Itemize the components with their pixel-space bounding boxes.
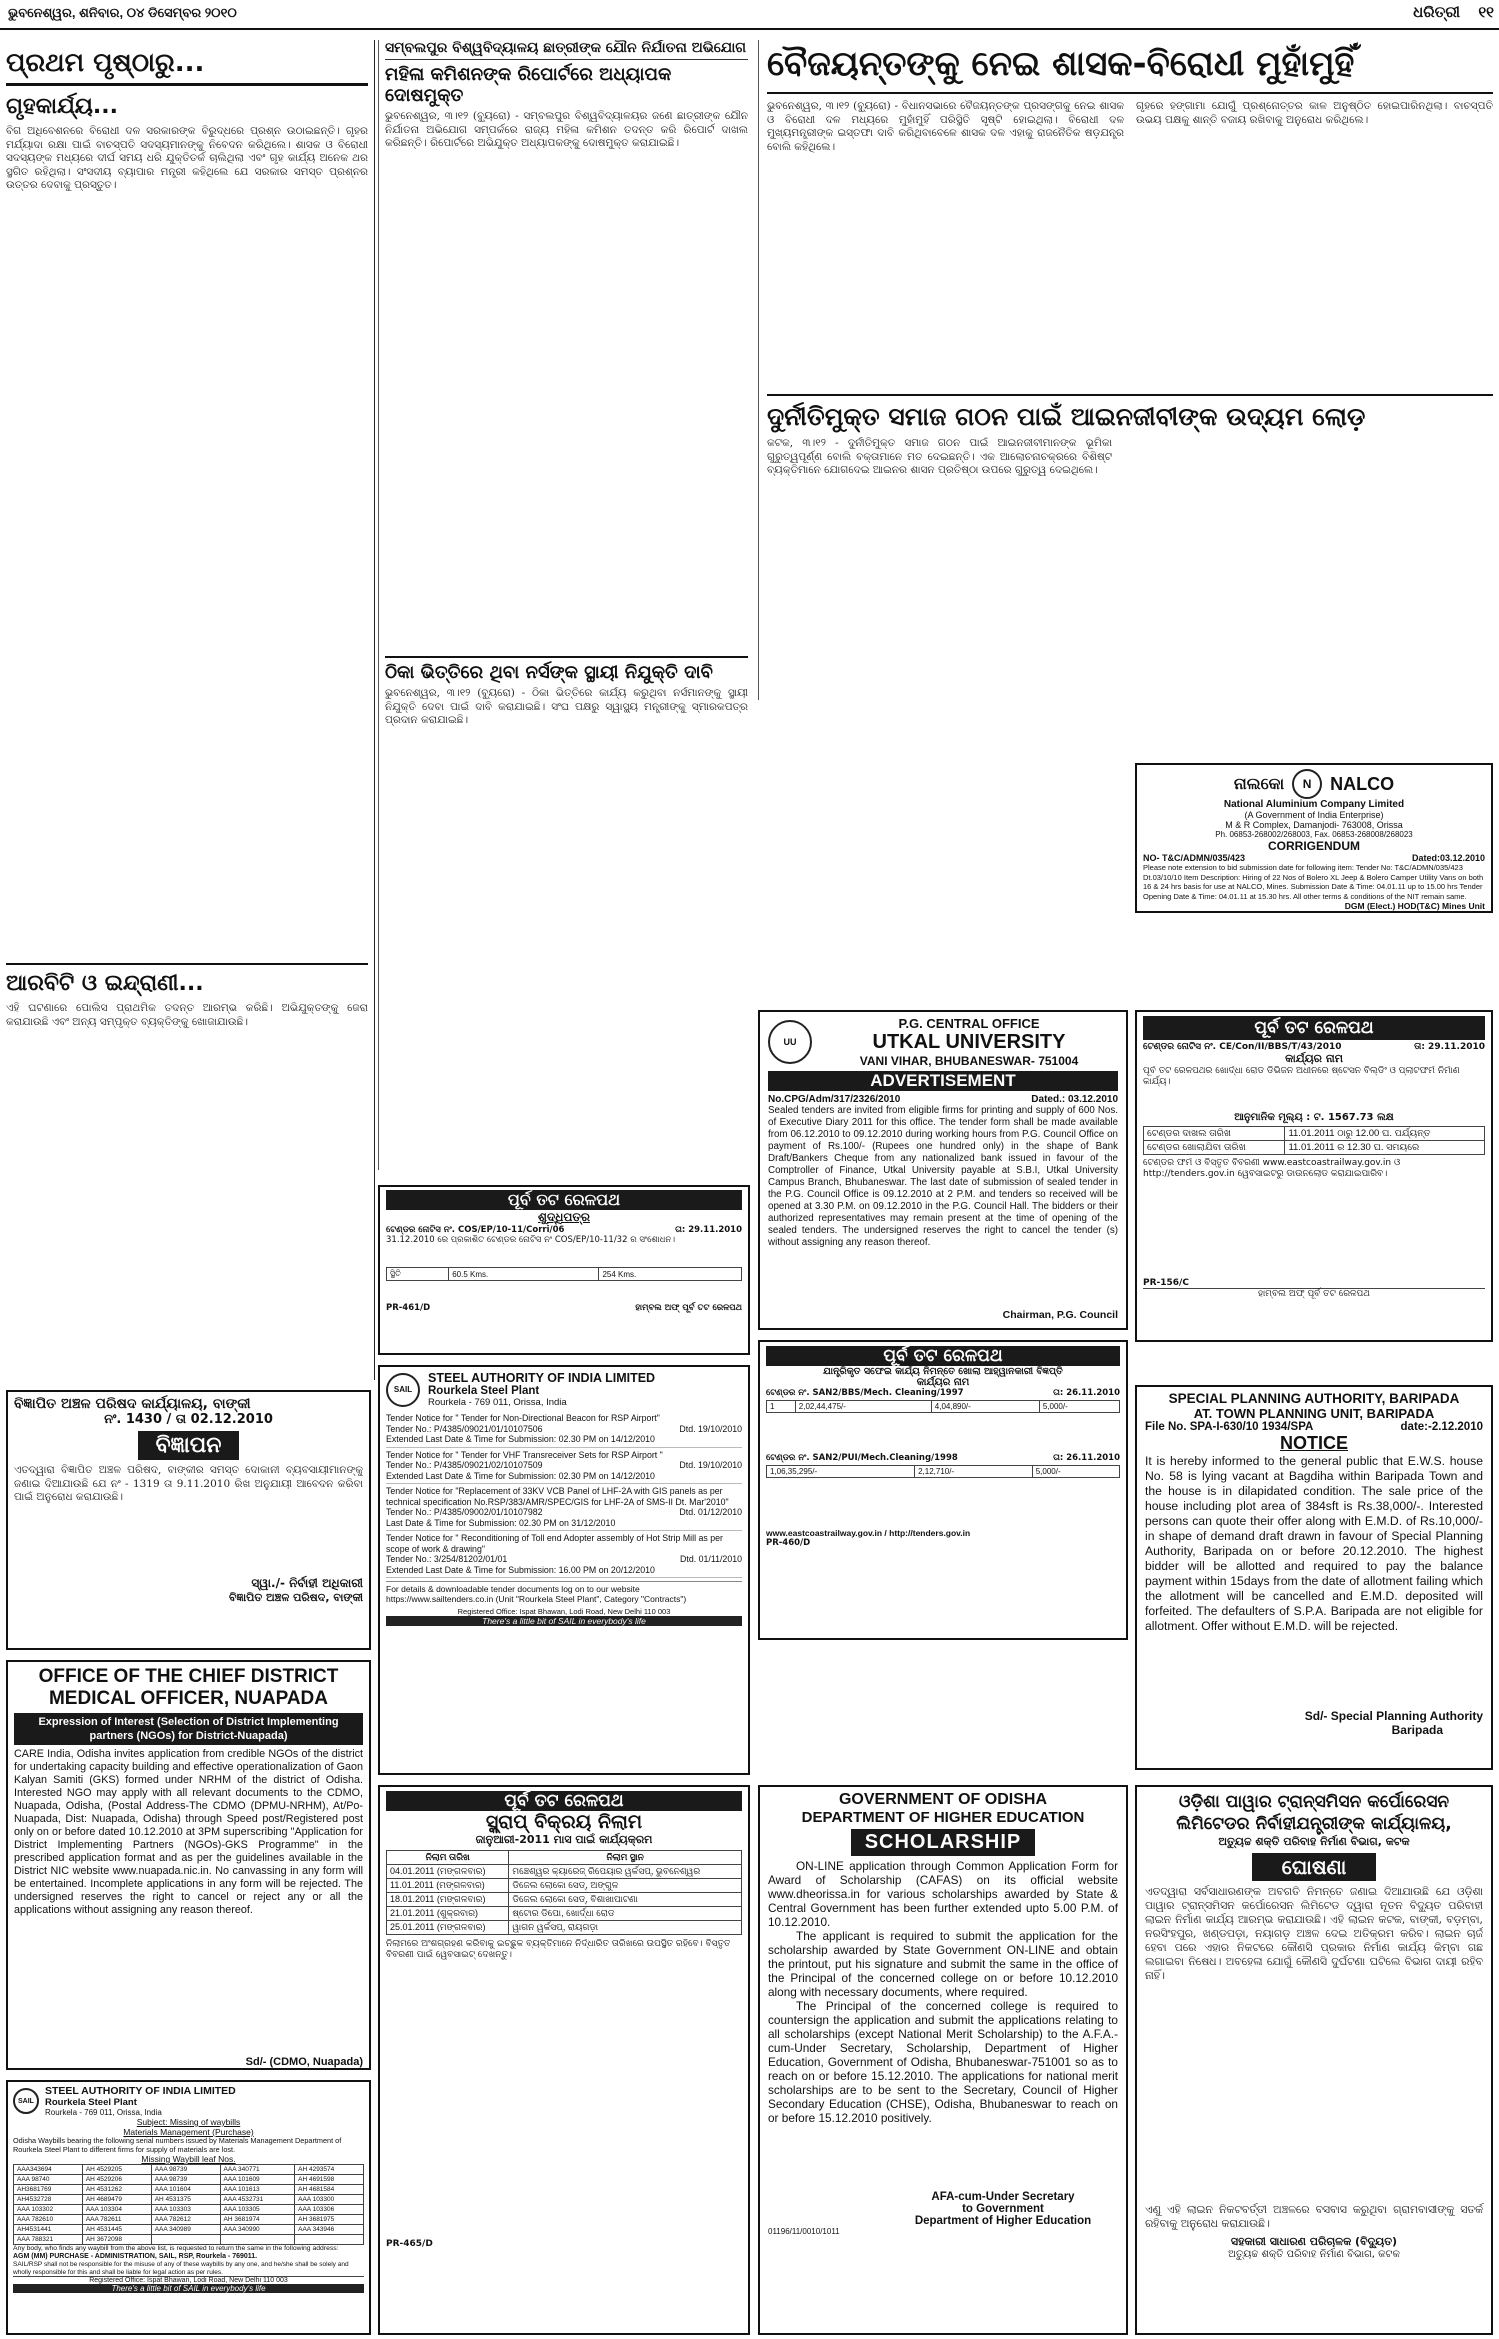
university-seal-icon: UU <box>768 1020 812 1064</box>
table-row <box>14 2205 364 2215</box>
scholar-code: 01196/11/0010/1011 <box>768 2227 840 2236</box>
tender-item <box>386 1531 742 1578</box>
table-cell: AAA 103303 <box>151 2205 220 2215</box>
ecor-cost: 1567.73 ଲକ୍ଷ <box>1327 1112 1394 1123</box>
spa-body: It is hereby informed to the general public that E.W.S. house No. 58 is lying vacant at Bagdiha within Baripada Town and the house is in dilapidated condition. The sale price of the house including plot area of 384sft is Rs.38,000/-. Interested persons can quote their offer along with E.M.D. of Rs.10,000/- in shape of demand draft drawn in favour of Special Planning Authority, Baripada on or before 20.12.2010. The highest bidder will be allotted and required to pay the balance payment within 15days from the date of allotment failing which the allotment will be cancelled and E.M.D. deposited will forfeited. The defaulters of S.P.A. Baripada are not eligible for allotment. Offer without E.M.D. will be rejected. <box>1145 1454 1483 1633</box>
table-cell: AAA 98739 <box>151 2175 220 2185</box>
sail-org: STEEL AUTHORITY OF INDIA LIMITED <box>428 1371 656 1385</box>
waybill-table <box>13 2164 364 2245</box>
nalco-logo-icon: N <box>1292 769 1322 799</box>
ecor-sub: କାର୍ଯ୍ୟର ନାମ <box>1285 1052 1343 1065</box>
table-cell: 11.01.2011 ଠାରୁ 12.00 ଘ. ପର୍ଯ୍ୟନ୍ତ <box>1285 1127 1485 1141</box>
nalco-ad <box>1135 763 1493 913</box>
ecor-footer: ହାମ୍ବଲ ଅଫ୍ ପୂର୍ବ ତଟ ରେଳପଥ <box>1143 1288 1485 1299</box>
lead-story <box>758 40 1493 700</box>
cdmo-body: CARE India, Odisha invites application from credible NGOs of the district for undertaking capacity building and effective operationalization of Gaon Kalyan Samiti (GKS) formed under NRHM of the district of Odisha. Interested NGO may apply with all relevant documents to the CDMO, Nuapada, Odisha, (Postal Address-The CDMO (DPMU-NRHM), At/Po-Nuapada, Dist: Nuapada, Odisha) through Speed post/Registered post only on or before dated 10.12.2010 at 3PM superscribing "Application for District Implementing Partners (NGOs)-GKS Programme" in the prescribed application format and as per the guidelines available in the District NIC website www.nuapada.nic.in. No canvassing in any form will be entertained. Incomplete applications in any form will be rejected. The undersigned reserves the right to cancel or reject any or all the applications without assigning any reason thereof. <box>14 1748 363 1916</box>
nalco-name-oriya: ନାଲକୋ <box>1233 774 1285 793</box>
table-cell: AAA 98739 <box>151 2165 220 2175</box>
table-row <box>14 2175 364 2185</box>
table-cell: AAA 782610 <box>14 2215 83 2225</box>
spa-sign2: Baripada <box>1391 1723 1443 1737</box>
continued-section <box>6 48 368 1378</box>
tender-ref: Tender No.: P/4385/09021/01/10107506 <box>386 1423 543 1434</box>
table-row <box>387 1907 742 1921</box>
nalco-full: National Aluminium Company Limited <box>1223 799 1405 810</box>
sail-reg-office: Registered Office: Ispat Bhawan, Lodi Road, New Delhi 110 003 <box>457 1607 671 1616</box>
masthead <box>0 0 1499 30</box>
nalco-gov: (A Government of India Enterprise) <box>1244 810 1384 820</box>
table-cell: AH 4293574 <box>295 2165 364 2175</box>
mid-headline: ଦୁର୍ନୀତିମୁକ୍ତ ସମାଜ ଗଠନ ପାଇଁ ଆଇନଜୀବୀଙ୍କ ଉଦ୍ୟମ ଲୋଡ଼ <box>767 394 1493 432</box>
spa-baripada-ad <box>1135 1385 1493 1770</box>
story-body: ବିଗ ଅଧିବେଶନରେ ବିରୋଧୀ ଦଳ ସରକାରଙ୍କ ବିରୁଦ୍ଧରେ ପ୍ରଶ୍ନ ଉଠାଇଛନ୍ତି। ଗୃହର ମର୍ଯ୍ୟାଦା ରକ୍ଷା ପାଇଁ ବାଚସ୍ପତି ସଦସ୍ୟମାନଙ୍କୁ ନିବେଦନ କରିଥିଲେ। ଶାସକ ଓ ବିରୋଧୀ ସଦସ୍ୟଙ୍କ ମଧ୍ୟରେ ଦୀର୍ଘ ସମୟ ଧରି ଯୁକ୍ତିତର୍କ ଚାଲିଥିଲା ଏବଂ ଗୃହ କାର୍ଯ୍ୟ ଅନେକ ଥର ସ୍ଥଗିତ ରହିଥିଲା। ସଂସଦୀୟ ବ୍ୟାପାର ମନ୍ତ୍ରୀ କହିଥିଲେ ଯେ ସରକାର ସମସ୍ତ ପ୍ରଶ୍ନର ଉତ୍ତର ଦେବାକୁ ପ୍ରସ୍ତୁତ। <box>6 125 368 192</box>
table-cell: 18.01.2011 (ମଙ୍ଗଳବାର) <box>387 1893 509 1907</box>
optcl-body: ଏତଦ୍ୱାରା ସର୍ବସାଧାରଣଙ୍କ ଅବଗତି ନିମନ୍ତେ ଜଣାଇ ଦିଆଯାଉଛି ଯେ ଓଡ଼ିଶା ପାୱାର ଟ୍ରାନ୍ସମିସନ କର୍ପୋରେସନ ଲିମିଟେଡ ଦ୍ୱାରା ନୂତନ ବିଦ୍ୟୁତ ପରିବାହୀ ଲାଇନ ନିର୍ମାଣ କାର୍ଯ୍ୟ ଆରମ୍ଭ କରାଯାଉଛି। ଏହି ଲାଇନ କଟକ, ବାଙ୍କୀ, ବଡ଼ମ୍ବା, ନରସିଂହପୁର, ଖଣ୍ଡପଡ଼ା, ନୟାଗଡ଼ ଅଞ୍ଚଳ ଦେଇ ଅତିକ୍ରମ କରିବ। ଲାଇନ ଚାର୍ଜ ହେବା ପରେ ଏହାର ନିକଟରେ କୌଣସି ପ୍ରକାର ନିର୍ମାଣ କାର୍ଯ୍ୟ କିମ୍ବା ଗଛ ଲଗାଇବା ନିଷେଧ। ଅବହେଳା ଯୋଗୁଁ କୌଣସି ଦୁର୍ଘଟଣା ଘଟିଲେ ବିଭାଗ ଦାୟୀ ରହିବ ନାହିଁ। <box>1145 1885 1483 1982</box>
story-body: ଏହି ଘଟଣାରେ ପୋଲିସ ପ୍ରାଥମିକ ତଦନ୍ତ ଆରମ୍ଭ କରିଛି। ଅଭିଯୁକ୍ତଙ୍କୁ ଜେରା କରାଯାଉଛି ଏବଂ ଅନ୍ୟ ସମ୍ପୃକ୍ତ ବ୍ୟକ୍ତିଙ୍କୁ ଖୋଜାଯାଉଛି। <box>6 1002 368 1028</box>
table-row <box>387 1865 742 1879</box>
table-cell: ଡିଜେଲ ଲୋକୋ ସେଡ୍, ଅଙ୍ଗୁଳ <box>509 1879 742 1893</box>
tender-deadline: Last Date & Time for Submission: 02.30 PM on 31/12/2010 <box>386 1517 616 1528</box>
table-row <box>767 1401 1120 1413</box>
ecor-body: ଟେଣ୍ଡର ଫର୍ମ ଓ ବିସ୍ତୃତ ବିବରଣୀ www.eastcoastrailway.gov.in ଓ http://tenders.gov.in ୱେବସାଇଟରୁ ଡାଉନଲୋଡ କରାଯାଇପାରିବ। <box>1143 1158 1401 1179</box>
waybill-note: SAIL/RSP shall not be responsible for the misuse of any of these waybills by any one, and he/she shall be solely and wholly responsible for this and shall be liable for legal action as per rules. <box>13 2261 349 2276</box>
ecor-sub: ଶୁଦ୍ଧିପତ୍ର <box>538 1210 590 1224</box>
table-row <box>14 2185 364 2195</box>
table-cell: AAA 782611 <box>82 2215 151 2225</box>
optcl-sign: ସହକାରୀ ସାଧାରଣ ପରିଚାଳକ (ବିଦ୍ୟୁତ) <box>1230 2235 1398 2248</box>
table-cell: ଟେଣ୍ଡର ଖୋଲାଯିବା ତାରିଖ <box>1144 1141 1285 1155</box>
ecor-sub: ସ୍କ୍ରାପ୍ ବିକ୍ରୟ ନିଲାମ <box>485 1811 643 1833</box>
table-cell: AAA 340989 <box>151 2225 220 2235</box>
ecor-title: ପୂର୍ବ ତଟ ରେଳପଥ <box>1143 1016 1485 1040</box>
waybill-subject: Subject: Missing of waybills <box>136 2117 241 2127</box>
table-cell: AAA 103305 <box>220 2205 295 2215</box>
utkal-name: UTKAL UNIVERSITY <box>872 1031 1066 1053</box>
ecor-date: ତା: 26.11.2010 <box>1053 1388 1120 1398</box>
lead-body-col1: ଭୁବନେଶ୍ୱର, ୩।୧୨ (ବ୍ୟୁରୋ) - ବିଧାନସଭାରେ ବୈଜୟନ୍ତଙ୍କ ପ୍ରସଙ୍ଗକୁ ନେଇ ଶାସକ ଓ ବିରୋଧୀ ଦଳ ମଧ୍ୟରେ ମୁହାଁମୁହିଁ ପରିସ୍ଥିତି ସୃଷ୍ଟି ହୋଇଥିଲା। ବିରୋଧୀ ଦଳ ମୁଖ୍ୟମନ୍ତ୍ରୀଙ୍କ ଇସ୍ତଫା ଦାବି କରିଥିବାବେଳେ ଶାସକ ଦଳ ଏହାକୁ ରାଜନୈତିକ ଷଡ଼ଯନ୍ତ୍ର ବୋଲି କହିଥିଲେ। <box>767 100 1124 153</box>
column-rule <box>374 40 375 1380</box>
ecor-body: ନିଲାମରେ ଅଂଶଗ୍ରହଣ କରିବାକୁ ଇଚ୍ଛୁକ ବ୍ୟକ୍ତିମାନେ ନିର୍ଦ୍ଧାରିତ ତାରିଖରେ ଉପସ୍ଥିତ ରହିବେ। ବିସ୍ତୃତ ବିବରଣୀ ପାଇଁ ୱେବସାଇଟ୍ ଦେଖନ୍ତୁ। <box>386 1939 731 1960</box>
table-row <box>1144 1127 1485 1141</box>
ecor-date: ତା: 29.11.2010 <box>1414 1042 1485 1052</box>
nac-body: ଏତଦ୍ୱାରା ବିଜ୍ଞାପିତ ଅଞ୍ଚଳ ପରିଷଦ, ବାଙ୍କୀର ସମସ୍ତ ଦୋକାନୀ ବ୍ୟବସାୟୀମାନଙ୍କୁ ଜଣାଇ ଦିଆଯାଉଛି ଯେ ନଂ - 1319 ତା 9.11.2010 ରିଖ ଅନୁଯାୟୀ ଆବେଦନ କରିବା ପାଇଁ ଅନୁରୋଧ କରାଯାଉଛି। <box>14 1464 363 1504</box>
ecor-tender-ad-right <box>1135 1010 1493 1342</box>
table-row <box>387 1921 742 1935</box>
ecor-code: PR-461/D <box>386 1303 431 1313</box>
ecor-sub2: ଜାନୁଆରୀ-2011 ମାସ ପାଇଁ କାର୍ଯ୍ୟକ୍ରମ <box>475 1833 653 1846</box>
waybill-table-title: Missing Waybill leaf Nos. <box>141 2154 236 2164</box>
ecor-ref: ଟେଣ୍ଡର ନୋଟିସ ନଂ. CE/Con/II/BBS/T/43/2010 <box>1143 1042 1342 1052</box>
table-cell: AH4532728 <box>14 2195 83 2205</box>
ecor-sub2: କାର୍ଯ୍ୟର ନାମ <box>916 1377 970 1388</box>
ecor-amount-table <box>766 1465 1120 1478</box>
spa-title: NOTICE <box>1279 1433 1348 1453</box>
ecor-title: ପୂର୍ବ ତଟ ରେଳପଥ <box>386 1190 742 1210</box>
table-cell: AH 4689479 <box>82 2195 151 2205</box>
table-cell: AH 4531262 <box>82 2185 151 2195</box>
utkal-body: Sealed tenders are invited from eligible firms for printing and supply of 600 Nos. of Executive Diary 2011 for this office. The tender form shall be made available from 06.12.2010 to 09.12.2010 during working hours from P.G. Council Office on payment of Rs.100/- (Rupees one hundred only) in the shape of Bank Draft/Bankers Cheque from any nationalized bank issued in favour of the Comptroller of Finance, Utkal University payable at S.B.I, Utkal University Campus Branch, Bhubaneswar. The last date of submission of sealed tender in the P.G. Council Office is 09.12.2010 at 2 P.M. and tenders so received will be opened at 3.30 P.M. on 09.12.2010 in the P.G. Council Hall. The bidders or their authorized representatives may remain present at the time of opening of the sealed tenders. The undersigned reserves the right to cancel the tender (s) without assigning any reason thereof. <box>768 1105 1118 1248</box>
table-cell: AH4531441 <box>14 2225 83 2235</box>
tender-date: Dtd. 19/10/2010 <box>679 1423 742 1434</box>
utkal-office: P.G. CENTRAL OFFICE <box>898 1016 1040 1031</box>
waybill-dept: Materials Management (Purchase) <box>123 2127 254 2137</box>
scholarship-ad <box>758 1785 1128 2335</box>
nac-office: ବିଜ୍ଞାପିତ ଅଞ୍ଚଳ ପରିଷଦ କାର୍ଯ୍ୟାଳୟ, ବାଙ୍କୀ <box>14 1396 251 1412</box>
table-cell: ଟେଣ୍ଡର ଦାଖଲ ତାରିଖ <box>1144 1127 1285 1141</box>
table-cell: AAA 98740 <box>14 2175 83 2185</box>
nalco-ref: NO- T&C/ADMN/035/423 <box>1143 853 1246 863</box>
table-cell: 11.01.2011 ର 12.30 ଘ. ସମୟରେ <box>1285 1141 1485 1155</box>
ecor-cost-label: ଆନୁମାନିକ ମୂଲ୍ୟ : ଟ. <box>1234 1112 1325 1123</box>
scholar-sign: Department of Higher Education <box>914 2215 1092 2227</box>
story-body: ଭୁବନେଶ୍ୱର, ୩।୧୨ (ବ୍ୟୁରୋ) - ଠିକା ଭିତ୍ତିରେ କାର୍ଯ୍ୟ କରୁଥିବା ନର୍ସମାନଙ୍କୁ ସ୍ଥାୟୀ ନିଯୁକ୍ତି ଦେବା ପାଇଁ ଦାବି କରାଯାଇଛି। ସଂଘ ପକ୍ଷରୁ ସ୍ୱାସ୍ଥ୍ୟ ମନ୍ତ୍ରୀଙ୍କୁ ସ୍ମାରକପତ୍ର ପ୍ରଦାନ କରାଯାଇଛି। <box>385 687 748 727</box>
nalco-sign: DGM (Elect.) HOD(T&C) Mines Unit <box>1344 901 1485 911</box>
utkal-dated: Dated.: 03.12.2010 <box>1031 1094 1118 1105</box>
table-cell: AH 3672098 <box>82 2235 151 2245</box>
table-cell: 5,000/- <box>1039 1401 1119 1413</box>
spa-unit: AT. TOWN PLANNING UNIT, BARIPADA <box>1193 1406 1435 1421</box>
paper-name: ଧରିତ୍ରୀ <box>1413 3 1460 21</box>
utkal-title: ADVERTISEMENT <box>768 1071 1118 1091</box>
table-row <box>14 2225 364 2235</box>
waybill-footer: Any body, who finds any waybill from the above list, is requested to return the same in the following address: <box>13 2245 339 2252</box>
waybill-contact: AGM (MM) PURCHASE - ADMINISTRATION, SAIL, RSP, Rourkela - 769011. <box>13 2253 258 2260</box>
column-header: ନିଲାମ ସ୍ଥାନ <box>509 1851 742 1865</box>
spa-org: SPECIAL PLANNING AUTHORITY, BARIPADA <box>1168 1391 1460 1406</box>
optcl-body: ଏଣୁ ଏହି ଲାଇନ ନିକଟବର୍ତ୍ତୀ ଅଞ୍ଚଳରେ ବସବାସ କରୁଥିବା ଗ୍ରାମବାସୀଙ୍କୁ ସତର୍କ ରହିବାକୁ ଅନୁରୋଧ କରାଯାଉଛି। <box>1145 2203 1483 2230</box>
tender-date: Dtd. 01/11/2010 <box>680 1554 742 1564</box>
table-cell: AAA 343946 <box>295 2225 364 2235</box>
story-heading: ଗୃହକାର୍ଯ୍ୟ... <box>6 94 118 119</box>
table-cell: ସ୍ଥିତି <box>387 1268 449 1281</box>
column-header: ନିଲାମ ତାରିଖ <box>387 1851 509 1865</box>
table-cell: AAA 4532731 <box>220 2195 295 2205</box>
table-row <box>1144 1141 1485 1155</box>
sail-waybill-ad <box>6 2080 371 2335</box>
ecor-web: www.eastcoastrailway.gov.in / http://tenders.gov.in <box>766 1528 971 1538</box>
ecor-title: ପୂର୍ବ ତଟ ରେଳପଥ <box>766 1346 1120 1366</box>
waybill-intro: Odisha Waybills bearing the following serial numbers issued by Materials Management Department of Rourkela Steel Plant to different firms for supply of materials are lost. <box>13 2136 342 2154</box>
ecor-scrap-auction-ad <box>378 1785 750 2335</box>
spa-date: date:-2.12.2010 <box>1400 1421 1483 1433</box>
sail-tagline: There's a little bit of SAIL in everybody's life <box>13 2284 364 2293</box>
table-cell: ୱାଗନ ୱର୍କସପ୍, ରାୟଗଡ଼ା <box>509 1921 742 1935</box>
ecor-code: PR-465/D <box>386 2239 433 2249</box>
optcl-sub: ଅତ୍ୟୁଚ୍ଚ ଶକ୍ତି ପରିବାହ ନିର୍ମାଣ ବିଭାଗ, କଟକ <box>1218 1835 1410 1848</box>
table-cell: AAA 788321 <box>14 2235 83 2245</box>
table-cell: AH 4681584 <box>295 2185 364 2195</box>
sail-tender-ad <box>378 1365 750 1775</box>
table-cell: AAA 340771 <box>220 2165 295 2175</box>
scholar-body: The applicant is required to submit the application for the scholarship awarded by State Government ON-LINE and obtain the printout, put his signature and submit the same in the office of the Principal of the concerned college on or before 10.12.2010 along with necessary documents, where required. <box>768 1929 1118 1999</box>
tender-ref: Tender No.: 3/254/81202/01/01 <box>386 1554 508 1564</box>
nalco-dated: Dated:03.12.2010 <box>1411 853 1485 863</box>
table-row <box>767 1466 1120 1478</box>
sail-reg-office: Registered Office: Ispat Bhawan, Lodi Road, New Delhi 110 003 <box>13 2276 364 2284</box>
scholar-dept: DEPARTMENT OF HIGHER EDUCATION <box>801 1809 1085 1826</box>
table-row <box>14 2215 364 2225</box>
cdmo-nuapada-ad <box>6 1660 371 2070</box>
table-cell: ଷ୍ଟୋର ଡିପୋ, ଖୋର୍ଦ୍ଧା ରୋଡ <box>509 1907 742 1921</box>
table-row <box>14 2235 364 2245</box>
tender-item <box>386 1411 742 1448</box>
table-cell: 1 <box>767 1401 796 1413</box>
nac-banki-ad <box>6 1390 371 1650</box>
utkal-ref: No.CPG/Adm/317/2326/2010 <box>768 1094 901 1105</box>
tender-deadline: Extended Last Date & Time for Submission: 02.30 PM on 14/12/2010 <box>386 1470 655 1481</box>
table-cell: ମଞ୍ଚେଶ୍ୱର କ୍ୟାରେଜ୍ ରିପେୟାର ୱର୍କସପ୍, ଭୁବନେଶ୍ୱର <box>509 1865 742 1879</box>
sail-tagline: There's a little bit of SAIL in everybody's life <box>386 1616 742 1626</box>
nalco-phone: Ph. 06853-268002/268003, Fax. 06853-268008/268023 <box>1215 830 1413 839</box>
nalco-address: M & R Complex, Damanjodi- 763008, Orissa <box>1225 820 1403 830</box>
scholar-gov: GOVERNMENT OF ODISHA <box>838 1791 1047 1808</box>
lead-body-col2: ଗୃହରେ ହଙ୍ଗାମା ଯୋଗୁଁ ପ୍ରଶ୍ନୋତ୍ତର କାଳ ଅନୁଷ୍ଠିତ ହୋଇପାରିନଥିଲା। ବାଚସ୍ପତି ଉଭୟ ପକ୍ଷକୁ ଶାନ୍ତି ବଜାୟ ରଖିବାକୁ ଅନୁରୋଧ କରିଥିଲେ। <box>1136 100 1493 126</box>
optcl-sign2: ଅତ୍ୟୁଚ୍ଚ ଶକ୍ତି ପରିବାହ ନିର୍ମାଣ ବିଭାଗ, କଟକ <box>1228 2249 1400 2260</box>
table-cell <box>151 2235 220 2245</box>
utkal-address: VANI VIHAR, BHUBANESWAR- 751004 <box>859 1054 1079 1068</box>
ecor-date-table <box>1143 1126 1485 1155</box>
table-row <box>387 1879 742 1893</box>
spa-sign: Sd/- Special Planning Authority <box>1304 1709 1483 1723</box>
nac-sign2: ବିଜ୍ଞାପିତ ଅଞ୍ଚଳ ପରିଷଦ, ବାଙ୍କୀ <box>229 1591 363 1604</box>
nalco-body: Please note extension to bid submission date for following item: Tender No: T&C/ADMN/035/423 Dt.03/10/10 Item Description: Hiring of 22 Nos of Bolero XL Jeep & Bolero Camper Utility Vans on both 16 & 24 hrs basis for use at NALCO, Mines. Submission Date & Time: 04.01.11 up to 15.00 hrs Tender Opening Date & Time: 04.01.11 at 15.30 hrs. All other terms & conditions of the NIT remain same. <box>1143 863 1484 901</box>
table-cell: 11.01.2011 (ମଙ୍ଗଳବାର) <box>387 1879 509 1893</box>
nalco-name: NALCO <box>1330 773 1395 794</box>
table-cell: AAA343694 <box>14 2165 83 2175</box>
tender-deadline: Extended Last Date & Time for Submission: 02.30 PM on 14/12/2010 <box>386 1434 655 1444</box>
tender-label: Tender Notice for "Replacement of 33KV VCB Panel of LHF-2A with GIS panels as per technical specification No.RSP/383/AMR/SPEC/GIS for LHF-2A of SMS-II Dt. Mar'2010" <box>386 1486 729 1507</box>
story-body: ଭୁବନେଶ୍ୱର, ୩।୧୨ (ବ୍ୟୁରୋ) - ସମ୍ବଲପୁର ବିଶ୍ୱବିଦ୍ୟାଳୟର ଜଣେ ଛାତ୍ରୀଙ୍କ ଯୌନ ନିର୍ଯାତନା ଅଭିଯୋଗ ସମ୍ପର୍କରେ ରାଜ୍ୟ ମହିଳା କମିଶନ ତଦନ୍ତ କରି ରିପୋର୍ଟ ଦାଖଲ କରିଛନ୍ତି। ରିପୋର୍ଟରେ ଅଭିଯୁକ୍ତ ଅଧ୍ୟାପକଙ୍କୁ ଦୋଷମୁକ୍ତ କରାଯାଇଛି। <box>385 110 748 150</box>
table-cell: ଡିଜେଲ ଲୋକୋ ସେଡ୍, ବିଶାଖାପାଟଣା <box>509 1893 742 1907</box>
table-cell: 25.01.2011 (ମଙ୍ଗଳବାର) <box>387 1921 509 1935</box>
table-cell: 5,000/- <box>1032 1466 1119 1478</box>
cdmo-bar: Expression of Interest (Selection of District Implementing partners (NGOs) for District-Nuapada) <box>14 1713 363 1745</box>
spa-ref: File No. SPA-I-630/10 1934/SPA <box>1145 1421 1314 1433</box>
lead-headline: ବୈଜୟନ୍ତଙ୍କୁ ନେଇ ଶାସକ-ବିରୋଧୀ ମୁହାଁମୁହିଁ <box>767 40 1493 94</box>
tender-ref: Tender No.: P/4385/09021/02/10107509 <box>386 1460 543 1470</box>
sail-org: STEEL AUTHORITY OF INDIA LIMITED <box>45 2085 236 2097</box>
sail-logo-icon: SAIL <box>386 1373 420 1407</box>
utkal-university-ad <box>758 1010 1128 1330</box>
tender-ref: Tender No.: P/4385/09002/01/10107982 <box>386 1507 543 1517</box>
lead-body <box>767 100 1493 390</box>
scholar-title: SCHOLARSHIP <box>851 1829 1036 1856</box>
table-cell: AH 4529206 <box>82 2175 151 2185</box>
table-row <box>14 2195 364 2205</box>
sail-address: Rourkela - 769 011, Orissa, India <box>428 1397 567 1408</box>
table-cell: AH 3681975 <box>295 2215 364 2225</box>
ecor-sub: ଯାନ୍ତ୍ରିକୃତ ସଫେଇ କାର୍ଯ୍ୟ ନିମନ୍ତେ ଖୋଲା ଆହ୍ୱାନକାରୀ ବିଜ୍ଞପ୍ତି <box>823 1366 1063 1377</box>
sail-tender-footer: For details & downloadable tender documents log on to our website https://www.sailtenders.co.in (Unit "Rourkela Steel Plant", Category "Contracts") <box>386 1581 742 1604</box>
tender-date: Dtd. 01/12/2010 <box>679 1507 742 1517</box>
tender-item <box>386 1484 742 1531</box>
utkal-sign: Chairman, P.G. Council <box>1002 1309 1118 1321</box>
ecor-cleaning-ad <box>758 1340 1128 1640</box>
ecor-date: ତା: 29.11.2010 <box>675 1225 742 1235</box>
page-number: ୧୧ <box>1478 3 1494 21</box>
tender-label: Tender Notice for " Tender for VHF Transreceiver Sets for RSP Airport " <box>386 1449 663 1460</box>
tender-label: Tender Notice for " Reconditioning of Toll end Adopter assembly of Hot Strip Mill as per scope of work & drawing" <box>386 1533 723 1554</box>
tender-date: Dtd. 19/10/2010 <box>679 1460 742 1470</box>
table-row <box>387 1268 742 1281</box>
table-cell: AAA 103304 <box>82 2205 151 2215</box>
ecor-ref: ଟେଣ୍ଡର ନଂ. SAN2/PUI/Mech.Cleaning/1998 <box>766 1453 958 1463</box>
sail-plant: Rourkela Steel Plant <box>45 2097 137 2108</box>
optcl-bar: ଘୋଷଣା <box>1252 1853 1377 1881</box>
table-cell: AAA 101609 <box>220 2175 295 2185</box>
optcl-ad <box>1135 1785 1493 2335</box>
scholar-sign: AFA-cum-Under Secretary <box>931 2191 1075 2203</box>
auction-table <box>386 1850 742 1935</box>
tender-item <box>386 1448 742 1485</box>
table-cell <box>295 2235 364 2245</box>
nac-sign: ସ୍ୱା./- ନିର୍ବାହୀ ଅଧିକାରୀ <box>251 1576 363 1590</box>
ecor-body: 31.12.2010 ରେ ପ୍ରକାଶିତ ଟେଣ୍ଡର ନୋଟିସ ନଂ COS/EP/10-11/32 ର ସଂଶୋଧନ। <box>386 1235 676 1245</box>
table-row <box>14 2165 364 2175</box>
table-cell: AAA 103300 <box>295 2195 364 2205</box>
story-column-2 <box>378 40 748 1170</box>
ecor-table <box>386 1267 742 1281</box>
sail-logo-icon: SAIL <box>13 2088 39 2114</box>
nac-title: ବିଜ୍ଞାପନ <box>138 1431 240 1460</box>
ecor-ref: ଟେଣ୍ଡର ନୋଟିସ ନଂ. COS/EP/10-11/Corri/06 <box>386 1225 565 1235</box>
sail-tender-list <box>386 1411 742 1578</box>
table-cell: AAA 101613 <box>220 2185 295 2195</box>
table-cell: AH 4529205 <box>82 2165 151 2175</box>
ecor-ref: ଟେଣ୍ଡର ନଂ. SAN2/BBS/Mech. Cleaning/1997 <box>766 1388 964 1398</box>
ecor-code: PR-460/D <box>766 1538 811 1548</box>
table-cell: AH 4531445 <box>82 2225 151 2235</box>
tender-deadline: Extended Last Date & Time for Submission: 16.00 PM on 20/12/2010 <box>386 1564 655 1575</box>
ecor-amount-table <box>766 1400 1120 1413</box>
table-cell: AAA 101604 <box>151 2185 220 2195</box>
table-cell: 4,04,890/- <box>931 1401 1039 1413</box>
ecor-body: ପୂର୍ବ ତଟ ରେଳପଥର ଖୋର୍ଦ୍ଧା ରୋଡ ଡିଭିଜନ ଅଧୀନରେ ଷ୍ଟେସନ ବିଲ୍ଡିଂ ଓ ପ୍ଲାଟଫର୍ମ ନିର୍ମାଣ କାର୍ଯ୍ୟ। <box>1143 1066 1460 1087</box>
optcl-title: ଓଡ଼ିଶା ପାୱାର ଟ୍ରାନ୍ସମିସନ କର୍ପୋରେସନ ଲିମିଟେଡର ନିର୍ବାହୀଯନ୍ତ୍ରୀଙ୍କ କାର୍ଯ୍ୟାଳୟ, <box>1176 1792 1452 1834</box>
continued-title: ପ୍ରଥମ ପୃଷ୍ଠାରୁ... <box>6 48 368 86</box>
ecor-footer: ହାମ୍ବଲ ଅଫ୍ ପୂର୍ବ ତଟ ରେଳପଥ <box>635 1303 742 1313</box>
ecor-date: ତା: 26.11.2010 <box>1053 1453 1120 1463</box>
scholar-sign: to Government <box>962 2203 1044 2215</box>
table-cell: 1,06,35,295/- <box>767 1466 915 1478</box>
table-cell: 60.5 Kms. <box>449 1268 599 1281</box>
sail-plant: Rourkela Steel Plant <box>428 1385 540 1397</box>
table-cell: 2,02,44,475/- <box>795 1401 931 1413</box>
scholar-body: The Principal of the concerned college is required to countersign the application and submit the applications relating to all scholarships (except National Merit Scholarship) to the A.F.A.-cum-Under Secretary, Scholarship, Department of Higher Education, Government of Odisha, Bhubaneswar-751001 so as to reach on or before 15.12.2010. The applications for national merit scholarships are to be sent to the Secretary, Council of Higher Secondary Education (CHSE), Odisha, Bhubaneswar to reach on or before 15.12.2010 positively. <box>768 1999 1118 2125</box>
table-cell: AH 4531375 <box>151 2195 220 2205</box>
ecor-code: PR-156/C <box>1143 1278 1189 1288</box>
dateline: ଭୁବନେଶ୍ୱର, ଶନିବାର, ୦୪ ଡିସେମ୍ବର ୨୦୧୦ <box>8 5 237 20</box>
sail-address: Rourkela - 769 011, Orissa, India <box>45 2108 162 2117</box>
table-cell: AAA 340990 <box>220 2225 295 2235</box>
table-cell: 04.01.2011 (ମଙ୍ଗଳବାର) <box>387 1865 509 1879</box>
story-heading: ଆରବିଟି ଓ ଇନ୍ଦ୍ରାଣୀ... <box>6 963 368 996</box>
cdmo-title: OFFICE OF THE CHIEF DISTRICT MEDICAL OFFICER, NUAPADA <box>38 1666 339 1709</box>
table-cell: AAA 103306 <box>295 2205 364 2215</box>
tender-label: Tender Notice for " Tender for Non-Directional Beacon for RSP Airport" <box>386 1413 660 1423</box>
table-header <box>387 1851 742 1865</box>
cdmo-sign: Sd/- (CDMO, Nuapada) <box>245 2056 363 2068</box>
table-cell: 21.01.2011 (ଶୁକ୍ରବାର) <box>387 1907 509 1921</box>
kicker: ସମ୍ବଲପୁର ବିଶ୍ୱବିଦ୍ୟାଳୟ ଛାତ୍ରୀଙ୍କ ଯୌନ ନିର୍ଯାତନା ଅଭିଯୋଗ <box>385 40 748 60</box>
ecor-corrigendum-ad <box>378 1185 750 1355</box>
table-cell: 2,12,710/- <box>915 1466 1033 1478</box>
table-row <box>387 1893 742 1907</box>
nalco-title: CORRIGENDUM <box>1268 839 1360 853</box>
table-cell <box>220 2235 295 2245</box>
table-cell: AH3681769 <box>14 2185 83 2195</box>
table-cell: AAA 782612 <box>151 2215 220 2225</box>
scholar-body: ON-LINE application through Common Application Form for Award of Scholarship (CAFAS) on its official website www.dheorissa.in for various scholarships awarded by State & Central Government has been further extended upto 5.00 P.M. of 10.12.2010. <box>768 1859 1118 1929</box>
table-cell: AAA 103302 <box>14 2205 83 2215</box>
table-cell: 254 Kms. <box>599 1268 742 1281</box>
headline: ଠିକା ଭିତ୍ତିରେ ଥିବା ନର୍ସଙ୍କ ସ୍ଥାୟୀ ନିଯୁକ୍ତି ଦାବି <box>385 656 748 683</box>
nac-ref: ନଂ. 1430 / ତା 02.12.2010 <box>104 1412 273 1427</box>
mid-body: କଟକ, ୩।୧୨ - ଦୁର୍ନୀତିମୁକ୍ତ ସମାଜ ଗଠନ ପାଇଁ ଆଇନଜୀବୀମାନଙ୍କ ଭୂମିକା ଗୁରୁତ୍ୱପୂର୍ଣ୍ଣ ବୋଲି ବକ୍ତାମାନେ ମତ ଦେଇଛନ୍ତି। ଏକ ଆଲୋଚନାଚକ୍ରରେ ବିଶିଷ୍ଟ ବ୍ୟକ୍ତିମାନେ ଯୋଗଦେଇ ଆଇନର ଶାସନ ପ୍ରତିଷ୍ଠା ଉପରେ ଗୁରୁତ୍ୱ ଦେଇଥିଲେ। <box>767 437 1112 477</box>
ecor-title: ପୂର୍ବ ତଟ ରେଳପଥ <box>386 1791 742 1811</box>
table-cell: AH 3681974 <box>220 2215 295 2225</box>
table-cell: AH 4691598 <box>295 2175 364 2185</box>
headline: ମହିଳା କମିଶନଙ୍କ ରିପୋର୍ଟରେ ଅଧ୍ୟାପକ ଦୋଷମୁକ୍ତ <box>385 64 672 106</box>
